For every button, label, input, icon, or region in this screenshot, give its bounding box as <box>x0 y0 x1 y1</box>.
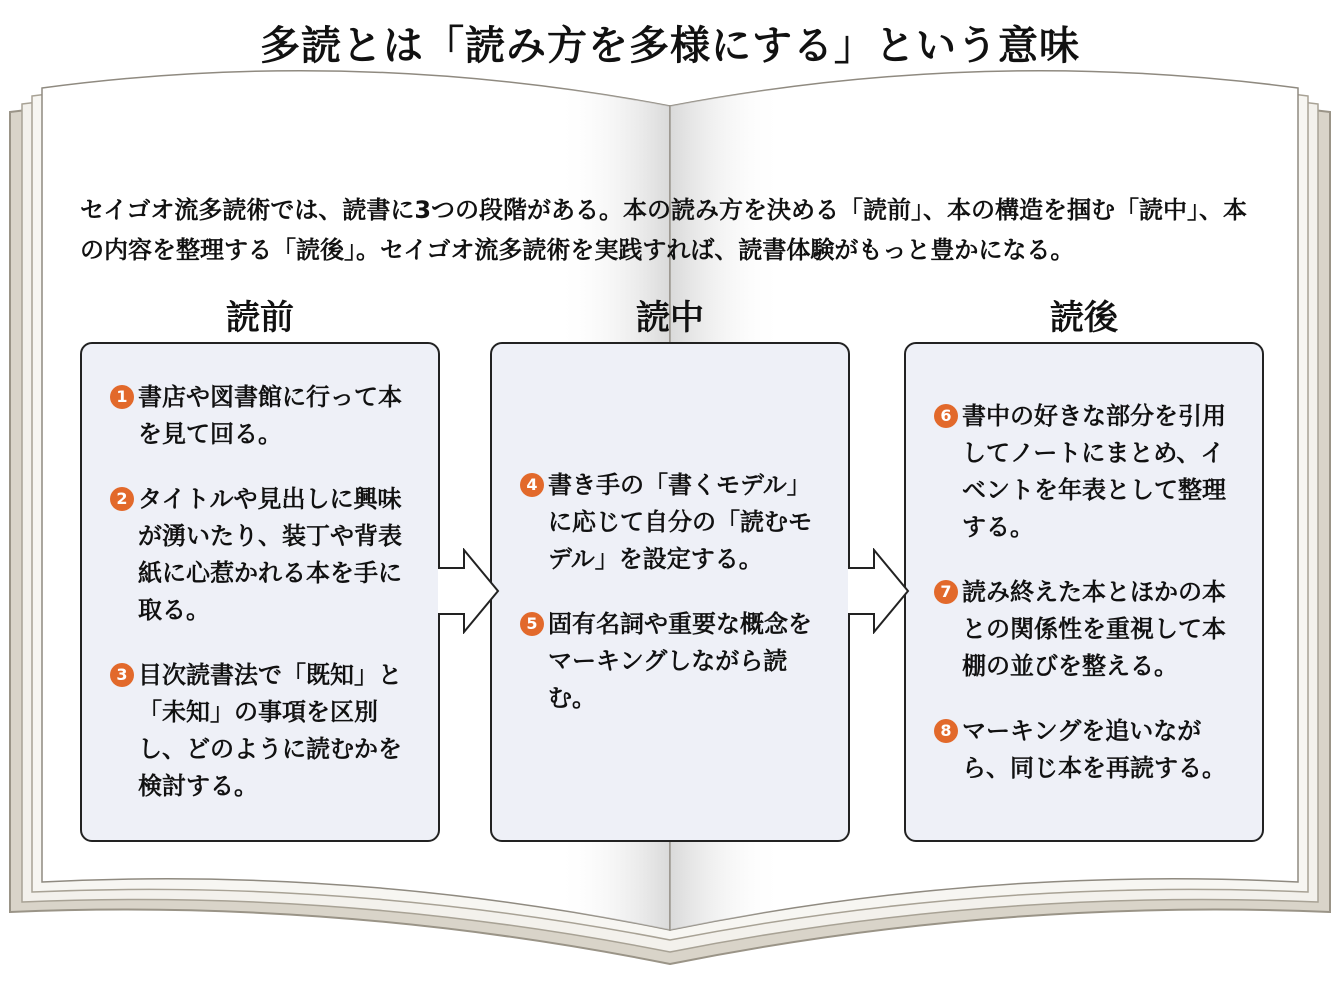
intro-text: セイゴオ流多読術では、読書に3つの段階がある。本の読み方を決める「読前」、本の構造を掴む「読中」、本の内容を整理する「読後」。セイゴオ流多読術を実践すれば、読書体験がもっと豊かになる。 <box>80 196 1248 264</box>
stage-heading-after: 読後 <box>1050 298 1118 338</box>
step-number-badge: 4 <box>520 473 544 497</box>
step-text: 固有名詞や重要な概念をマーキングしながら読む。 <box>548 610 812 712</box>
arrow-right-icon <box>846 548 912 634</box>
list-item <box>520 606 828 717</box>
list-item <box>110 657 418 805</box>
stage-heading-during: 読中 <box>636 298 704 338</box>
page-title: 多読とは「読み方を多様にする」という意味 <box>260 23 1080 69</box>
step-text: マーキングを追いながら、同じ本を再読する。 <box>962 716 1226 782</box>
step-number-badge: 2 <box>110 487 134 511</box>
step-number-badge: 5 <box>520 612 544 636</box>
step-number-badge: 1 <box>110 385 134 409</box>
step-number-badge: 3 <box>110 663 134 687</box>
list-item <box>110 481 418 629</box>
list-item <box>520 467 828 578</box>
step-text: 目次読書法で「既知」と「未知」の事項を区別し、どのように読むかを検討する。 <box>138 661 402 800</box>
list-item <box>110 379 418 453</box>
step-text: 書店や図書館に行って本を見て回る。 <box>138 383 402 448</box>
step-text: 書中の好きな部分を引用してノートにまとめ、イベントを年表として整理する。 <box>962 401 1226 541</box>
step-text: 読み終えた本とほかの本との関係性を重視して本棚の並びを整える。 <box>962 577 1226 680</box>
list-item <box>934 398 1242 546</box>
step-text: 書き手の「書くモデル」に応じて自分の「読むモデル」を設定する。 <box>548 471 812 573</box>
step-text: タイトルや見出しに興味が湧いたり、装丁や背表紙に心惹かれる本を手に取る。 <box>138 485 402 624</box>
step-number-badge: 7 <box>934 580 958 604</box>
stage-card-during <box>490 342 850 842</box>
list-item <box>934 574 1242 685</box>
step-number-badge: 8 <box>934 719 958 743</box>
arrow-right-icon <box>436 548 502 634</box>
list-item <box>934 713 1242 787</box>
step-number-badge: 6 <box>934 404 958 428</box>
stage-card-before <box>80 342 440 842</box>
stage-heading-before: 読前 <box>226 298 294 338</box>
stage-card-after <box>904 342 1264 842</box>
